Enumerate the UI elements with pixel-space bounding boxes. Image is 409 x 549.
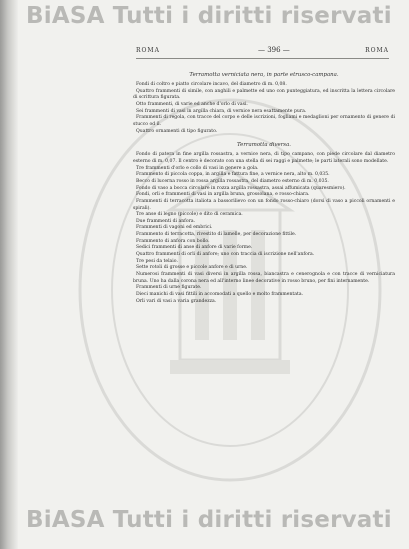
catalog-entry: Quattro ornamenti di tipo figurato. bbox=[136, 128, 218, 134]
header-right: ROMA bbox=[365, 47, 389, 54]
catalog-entry: Otto frammenti, di varie ed anche d'orlo di vasi. bbox=[136, 101, 248, 107]
watermark-top: BiASA Tutti i diritti riservati bbox=[26, 3, 392, 29]
catalog-entry: Fondi di coltro e piatto circolare incavo, del diametro di m. 0,08. bbox=[136, 82, 287, 87]
catalog-entry: Frammento di terracotta, rivestito di lamelle, per decorazione fittile. bbox=[136, 232, 297, 238]
book-gutter-shadow bbox=[0, 0, 18, 549]
catalog-entry: Tre frammenti d'orlo e collo di vasi in genere a gola. bbox=[136, 165, 259, 171]
catalog-entry: Orli vari di vasi a varia grandezza. bbox=[136, 298, 217, 304]
catalog-entry: Frammenti di regola, con tracce del corpo e delle iscrizioni, fogliami e medaglioni per ornamento di genere di stucco od il. bbox=[133, 115, 395, 127]
watermark-bottom: BiASA Tutti i diritti riservati bbox=[26, 507, 392, 533]
catalog-entry: Sette rotoli di grosse e piccole anfore e di urne. bbox=[136, 265, 248, 271]
catalog-entry: Quattro frammenti di orli di anfore; uno con traccia di iscrizione nell'anfora. bbox=[136, 252, 315, 258]
header-left: ROMA bbox=[136, 47, 160, 54]
catalog-entry: Frammenti di terracotta italiota a bassorilievo con un fondo rosso-chiaro (dorsi di vaso a piccoli ornamenti e spirali). bbox=[133, 198, 395, 211]
page-body bbox=[133, 72, 395, 305]
catalog-entry: Sedici frammenti di anse di anfore di varie forme. bbox=[136, 245, 253, 251]
catalog-entry: Becco di lucerna rosso in rossa argilla rossastra, del diametro esterno di m. 0,035. bbox=[136, 178, 329, 184]
catalog-entry: Numerosi frammenti di vasi diversi in argilla rossa, biancastra e cenerognola e con tracce di verniciatura bruna. Uno ha dalla corona nera ed all'interno linee decorative in rosso bruno, per fini internamente. bbox=[133, 272, 395, 284]
catalog-entry: Fondo di vaso a bocca circolare in rozza argilla rossastra, assai affumicata (quaresmiero). bbox=[136, 185, 346, 191]
catalog-entry: Fondo di patera in fine argilla rossastra, a vernice nera, di tipo campano, con piede circolare dal diametro esterno di m. 0,07. Il centro è decorato con una stella di sei raggi e palmette; le parti laterali sono modellate. bbox=[133, 152, 395, 164]
section-title-black-glazed: Terramotta verniciata nera, in parte etrusco-campana. bbox=[189, 72, 339, 78]
catalog-entry: Frammenti di vagoni ed embrici. bbox=[136, 225, 213, 231]
catalog-entry: Quattro frammenti di simile, con anghili e palmette ed uno con punteggiatura, ed inscritta la lettera circolare di scrittura figurata. bbox=[133, 88, 395, 101]
catalog-entry: Fondi, orli e frammenti di vasi in argilla bruna, grossolana, e rosso-chiara. bbox=[136, 192, 310, 198]
catalog-entry: Frammento di piccola coppa, in argilla e fattura fine, a vernice nera, alto m. 0,035. bbox=[136, 172, 330, 178]
section-various-list bbox=[133, 152, 395, 305]
catalog-entry: Frammenti di urne figurate. bbox=[136, 285, 202, 291]
section-black-glazed-list bbox=[133, 82, 395, 135]
catalog-entry: Frammento di anfora con bollo. bbox=[136, 238, 210, 244]
page-number: — 396 — bbox=[258, 46, 290, 54]
catalog-entry: Sei frammenti di vasi in argilla chiara, di vernice nera esattamente pura. bbox=[136, 108, 307, 114]
catalog-entry: Due frammenti di anfora. bbox=[136, 218, 196, 224]
catalog-entry: Tre anse di legno (piccole) e dito di ceramica. bbox=[136, 212, 243, 218]
catalog-entry: Dieci manichi di vasi fittili in accomodati a quello e molto frammentata. bbox=[136, 292, 304, 298]
section-title-various: Terramotta diversa. bbox=[236, 142, 292, 149]
header-rule bbox=[136, 58, 389, 59]
catalog-entry: Tre pesi da telaio. bbox=[136, 258, 178, 264]
